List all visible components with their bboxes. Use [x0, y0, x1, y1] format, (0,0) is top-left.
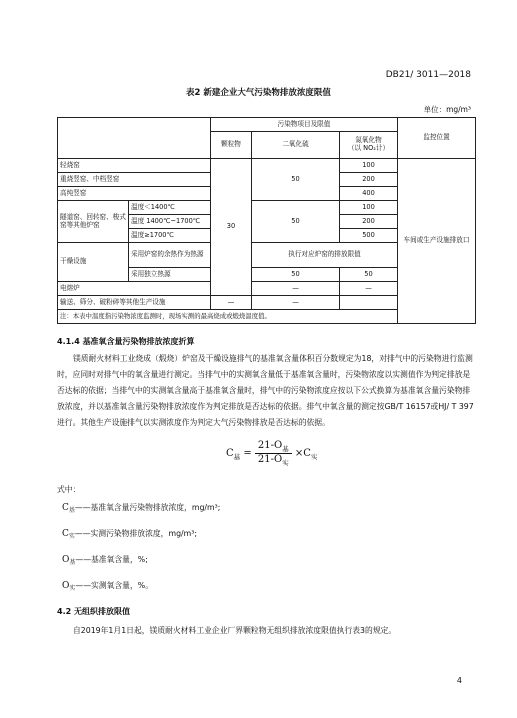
row-label-high-purity: 高纯竖窑 — [58, 187, 211, 201]
nox-header — [340, 132, 398, 159]
arc-nox-dash: — — [340, 282, 398, 296]
standard-code: DB21/ 3011—2018 — [385, 70, 471, 80]
so2-limit-shaft: 50 — [252, 159, 340, 201]
pm-limit: 30 — [211, 159, 252, 296]
row-label-arc-furnace: 电熔炉 — [58, 282, 211, 296]
monitor-header: 监控位置 — [398, 118, 476, 159]
definition-o-measured: $O_实——$实测氧含量，%。 — [62, 581, 153, 592]
formula-fraction: $\frac{21-O_基}{21-O_实}$ — [255, 440, 292, 467]
nox-limit-dry: 50 — [340, 268, 398, 282]
pollutant-group-header: 污染物项目及限值 — [211, 118, 398, 132]
section-4-1-4-paragraph: 镁质耐火材料工业烧成（煅烧）炉窑及干燥设施排气的基准氧含量体积百分数规定为18，对排气中的污染物进行监测时，应同时对排气中的氧含量进行测定。当排气中的实测氧含量低于基准氧含量时，污染物浓度以实测值作为判定排放是否达标的依据；当排气中的实测氧含量高于基准氧含量时，排气中的污染物浓度应按以下公式换算为基准氧含量污染物排放浓度，并以基准氧含量污染物排放浓度作为判定排放是否达标的依据。排气中氧含量的测定按GB/T 16157或HJ/ T 397进行。其他生产设施排气以实测浓度作为判定大气污染物排放是否达标的依据。 — [57, 354, 474, 427]
formula-lhs: $C_基$ — [226, 448, 241, 461]
arc-so2-dash: — — [252, 282, 340, 296]
definition-c-base: $C_基——$基准氧含量污染物排放浓度，mg/m³; — [62, 503, 221, 514]
nox-limit-6: 500 — [340, 229, 398, 243]
particulate-header: 颗粒物 — [211, 132, 252, 159]
nox-limit-4: 100 — [340, 201, 398, 215]
row-label-crushing: 输送、筛分、破粉碎等其他生产设施 — [58, 296, 211, 310]
so2-header: 二氧化硫 — [252, 132, 340, 159]
row-label-light-kiln: 轻烧窑 — [58, 159, 211, 173]
conversion-formula: $C_基$ = $\frac{21-O_基}{21-O_实}$ $\times C_实$ — [226, 440, 318, 467]
dry-waste-heat-limit: 执行对应炉窑的排放限值 — [252, 243, 398, 268]
nox-limit-5: 200 — [340, 215, 398, 229]
row-label-temp-high: 温度≥1700℃ — [129, 229, 211, 243]
table-note: 注：本表中温度指污染物浓度监测时，现场实测的最高烧成或煅烧温度值。 — [58, 310, 476, 324]
where-label: 式中： — [57, 485, 81, 494]
emission-limits-table — [57, 117, 476, 324]
section-4-2-paragraph: 自2019年1月1日起，镁质耐火材料工业企业厂界颗粒物无组织排放浓度限值执行表3的规定。 — [73, 626, 397, 635]
nox-limit-2: 200 — [340, 173, 398, 187]
row-label-temp-mid: 温度 1400℃~1700℃ — [129, 215, 211, 229]
crush-so2-dash: — — [211, 296, 252, 310]
table-title: 表2 新建企业大气污染物排放浓度限值 — [186, 88, 331, 98]
row-label-heavy-shaft: 重烧竖窑、中档竖窑 — [58, 173, 211, 187]
definition-c-measured: $C_实——$实测污染物排放浓度，mg/m³; — [62, 529, 197, 540]
table-unit: 单位：mg/m³ — [423, 105, 471, 114]
row-label-dry-own-heat: 采用独立热源 — [129, 268, 211, 282]
crush-nox-dash: — — [252, 296, 340, 310]
so2-limit-tunnel: 50 — [252, 201, 340, 243]
monitor-location: 车间或生产设施排放口 — [398, 159, 476, 324]
nox-header-line1: 氮氧化物 — [355, 136, 382, 145]
nox-header-line2: （以 NO₂计） — [347, 144, 390, 152]
page-number: 4 — [456, 676, 462, 685]
row-label-tunnel-group: 隧道窑、回转窑、梭式窑等其他炉窑 — [58, 201, 129, 243]
so2-limit-dry: 50 — [252, 268, 340, 282]
section-heading-4-1-4: 4.1.4 基准氧含量污染物排放浓度折算 — [57, 337, 195, 346]
row-label-temp-low: 温度＜1400℃ — [129, 201, 211, 215]
nox-limit-3: 400 — [340, 187, 398, 201]
row-label-dry-waste-heat: 采用炉窑的余热作为热源 — [129, 243, 211, 268]
row-label-dry-group: 干燥设施 — [58, 243, 129, 282]
definition-o-base: $O_基——$基准氧含量，%; — [62, 555, 148, 566]
section-heading-4-2: 4.2 无组织排放限值 — [57, 607, 130, 616]
nox-limit-1: 100 — [340, 159, 398, 173]
